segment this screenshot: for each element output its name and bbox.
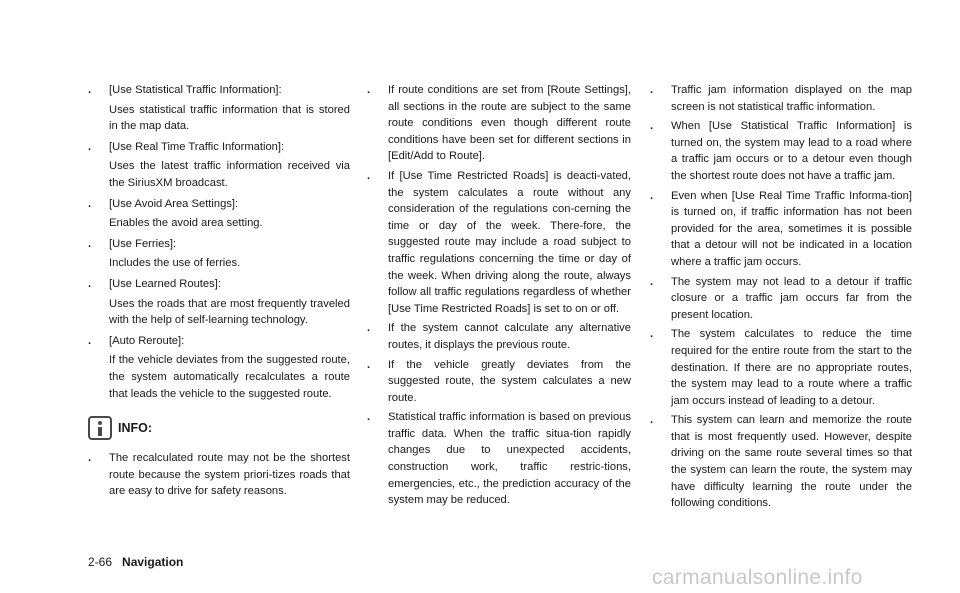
bullet-icon: . [650, 84, 654, 96]
bullet-icon: . [367, 411, 371, 424]
bullet-icon: . [88, 452, 92, 465]
list-item-text: [Use Statistical Traffic Information]: [109, 84, 282, 96]
item-description: Includes the use of ferries. [109, 257, 241, 270]
list-item [650, 82, 912, 115]
column-2 [367, 82, 631, 512]
item-description: Uses statistical traffic information that is stored in the map data. [109, 103, 350, 133]
watermark: carmanualsonline.info [652, 566, 863, 589]
list-item-text: The system may not lead to a detour if traffic closure or a traffic jam occurs far from the present location. [671, 275, 912, 321]
notes-list [650, 82, 912, 512]
bullet-icon: . [88, 334, 92, 347]
item-description: Enables the avoid area setting. [109, 217, 263, 230]
info-icon [88, 416, 112, 440]
info-list [88, 450, 350, 500]
item-description: Uses the roads that are most frequently traveled with the help of self-learning technology. [109, 297, 350, 327]
column-1 [88, 82, 350, 503]
list-item-text: [Use Ferries]: [109, 237, 177, 250]
list-item [88, 450, 350, 500]
list-item [88, 139, 350, 156]
list-item [650, 326, 912, 409]
list-item-text: The system calculates to reduce the time required for the entire route from the start to the destination. If there are no appropriate routes, the system may lead to a route where a traffic jam occurs instead of leading to a detour. [671, 328, 912, 407]
list-item [367, 357, 631, 407]
info-label: INFO: [118, 420, 153, 435]
bullet-icon: . [650, 414, 654, 427]
list-item [88, 276, 350, 293]
list-item [88, 82, 350, 99]
page-footer [88, 555, 183, 569]
column-3 [650, 82, 912, 515]
list-item-text: [Use Learned Routes]: [109, 277, 221, 290]
bullet-icon: . [367, 322, 371, 335]
list-item [650, 274, 912, 324]
settings-list [88, 82, 350, 402]
list-item [88, 236, 350, 253]
list-item [88, 333, 350, 350]
list-item-text: If route conditions are set from [Route Settings], all sections in the route are subject to the same route conditions even though different route conditions have been set for different sections in [Edit/Add to Route]. [388, 84, 631, 163]
item-description: If the vehicle deviates from the suggested route, the system automatically recalculates a route that leads the vehicle to the suggested route. [109, 354, 350, 400]
list-item [367, 82, 631, 165]
list-item [88, 196, 350, 213]
list-item-text: If [Use Time Restricted Roads] is deacti-vated, the system calculates a route without any consideration of the regulations con-cerning the time or day of the week. There-fore, the suggested route may include a road subject to traffic regulations concerning the time or day of the week. When driving along the route, always follow all traffic regulations regardless of whether [Use Time Restricted Roads] is set to on or off. [388, 169, 631, 315]
list-item [650, 412, 912, 512]
list-item-text: Even when [Use Real Time Traffic Informa-tion] is turned on, if traffic information has not been provided for the area, sometimes it is possible that a detour will not be indicated in a location where a traffic jam occurs. [671, 189, 912, 268]
page-number: 2-66 [88, 555, 113, 569]
notes-list [367, 82, 631, 509]
list-item-text: If the vehicle greatly deviates from the suggested route, the system calculates a new route. [388, 358, 631, 404]
bullet-icon: . [367, 169, 371, 182]
bullet-icon: . [88, 237, 92, 250]
bullet-icon: . [88, 277, 92, 290]
list-item-text: The recalculated route may not be the shortest route because the system priori-tizes roads that are easy to drive for safety reasons. [109, 452, 350, 498]
bullet-icon: . [650, 120, 654, 133]
list-item-text: [Use Real Time Traffic Information]: [109, 140, 285, 153]
list-item-text: Traffic jam information displayed on the map screen is not statistical traffic information. [671, 84, 912, 113]
list-item-text: This system can learn and memorize the route that is most frequently used. However, despite driving on the same route several times so that the system can learn the route, the system may have difficulty learning the route under the following conditions. [671, 414, 912, 510]
bullet-icon: . [88, 140, 92, 153]
item-description: Uses the latest traffic information received via the SiriusXM broadcast. [109, 160, 350, 189]
section-title: Navigation [122, 555, 184, 569]
bullet-icon: . [88, 197, 92, 210]
list-item [367, 320, 631, 353]
bullet-icon: . [367, 84, 371, 96]
bullet-icon: . [650, 328, 654, 341]
list-item-text: If the system cannot calculate any alternative routes, it displays the previous route. [388, 322, 631, 351]
bullet-icon: . [367, 358, 371, 371]
bullet-icon: . [88, 84, 92, 96]
list-item-text: When [Use Statistical Traffic Information] is turned on, the system may lead to a road where a traffic jam occurs or to a detour even though the shortest route does not have a traffic jam. [671, 120, 912, 182]
list-item [650, 188, 912, 271]
list-item-text: [Use Avoid Area Settings]: [109, 197, 239, 210]
list-item [367, 168, 631, 317]
info-heading [88, 416, 350, 440]
bullet-icon: . [650, 189, 654, 202]
list-item [367, 409, 631, 509]
list-item-text: Statistical traffic information is based on previous traffic data. When the traffic situa-tion rapidly changes due to unexpected accidents, construction work, traffic restric-tions, emergencies, etc., the prediction accuracy of the system may be reduced. [388, 411, 631, 507]
list-item-text: [Auto Reroute]: [109, 334, 185, 347]
list-item [650, 118, 912, 184]
bullet-icon: . [650, 275, 654, 288]
